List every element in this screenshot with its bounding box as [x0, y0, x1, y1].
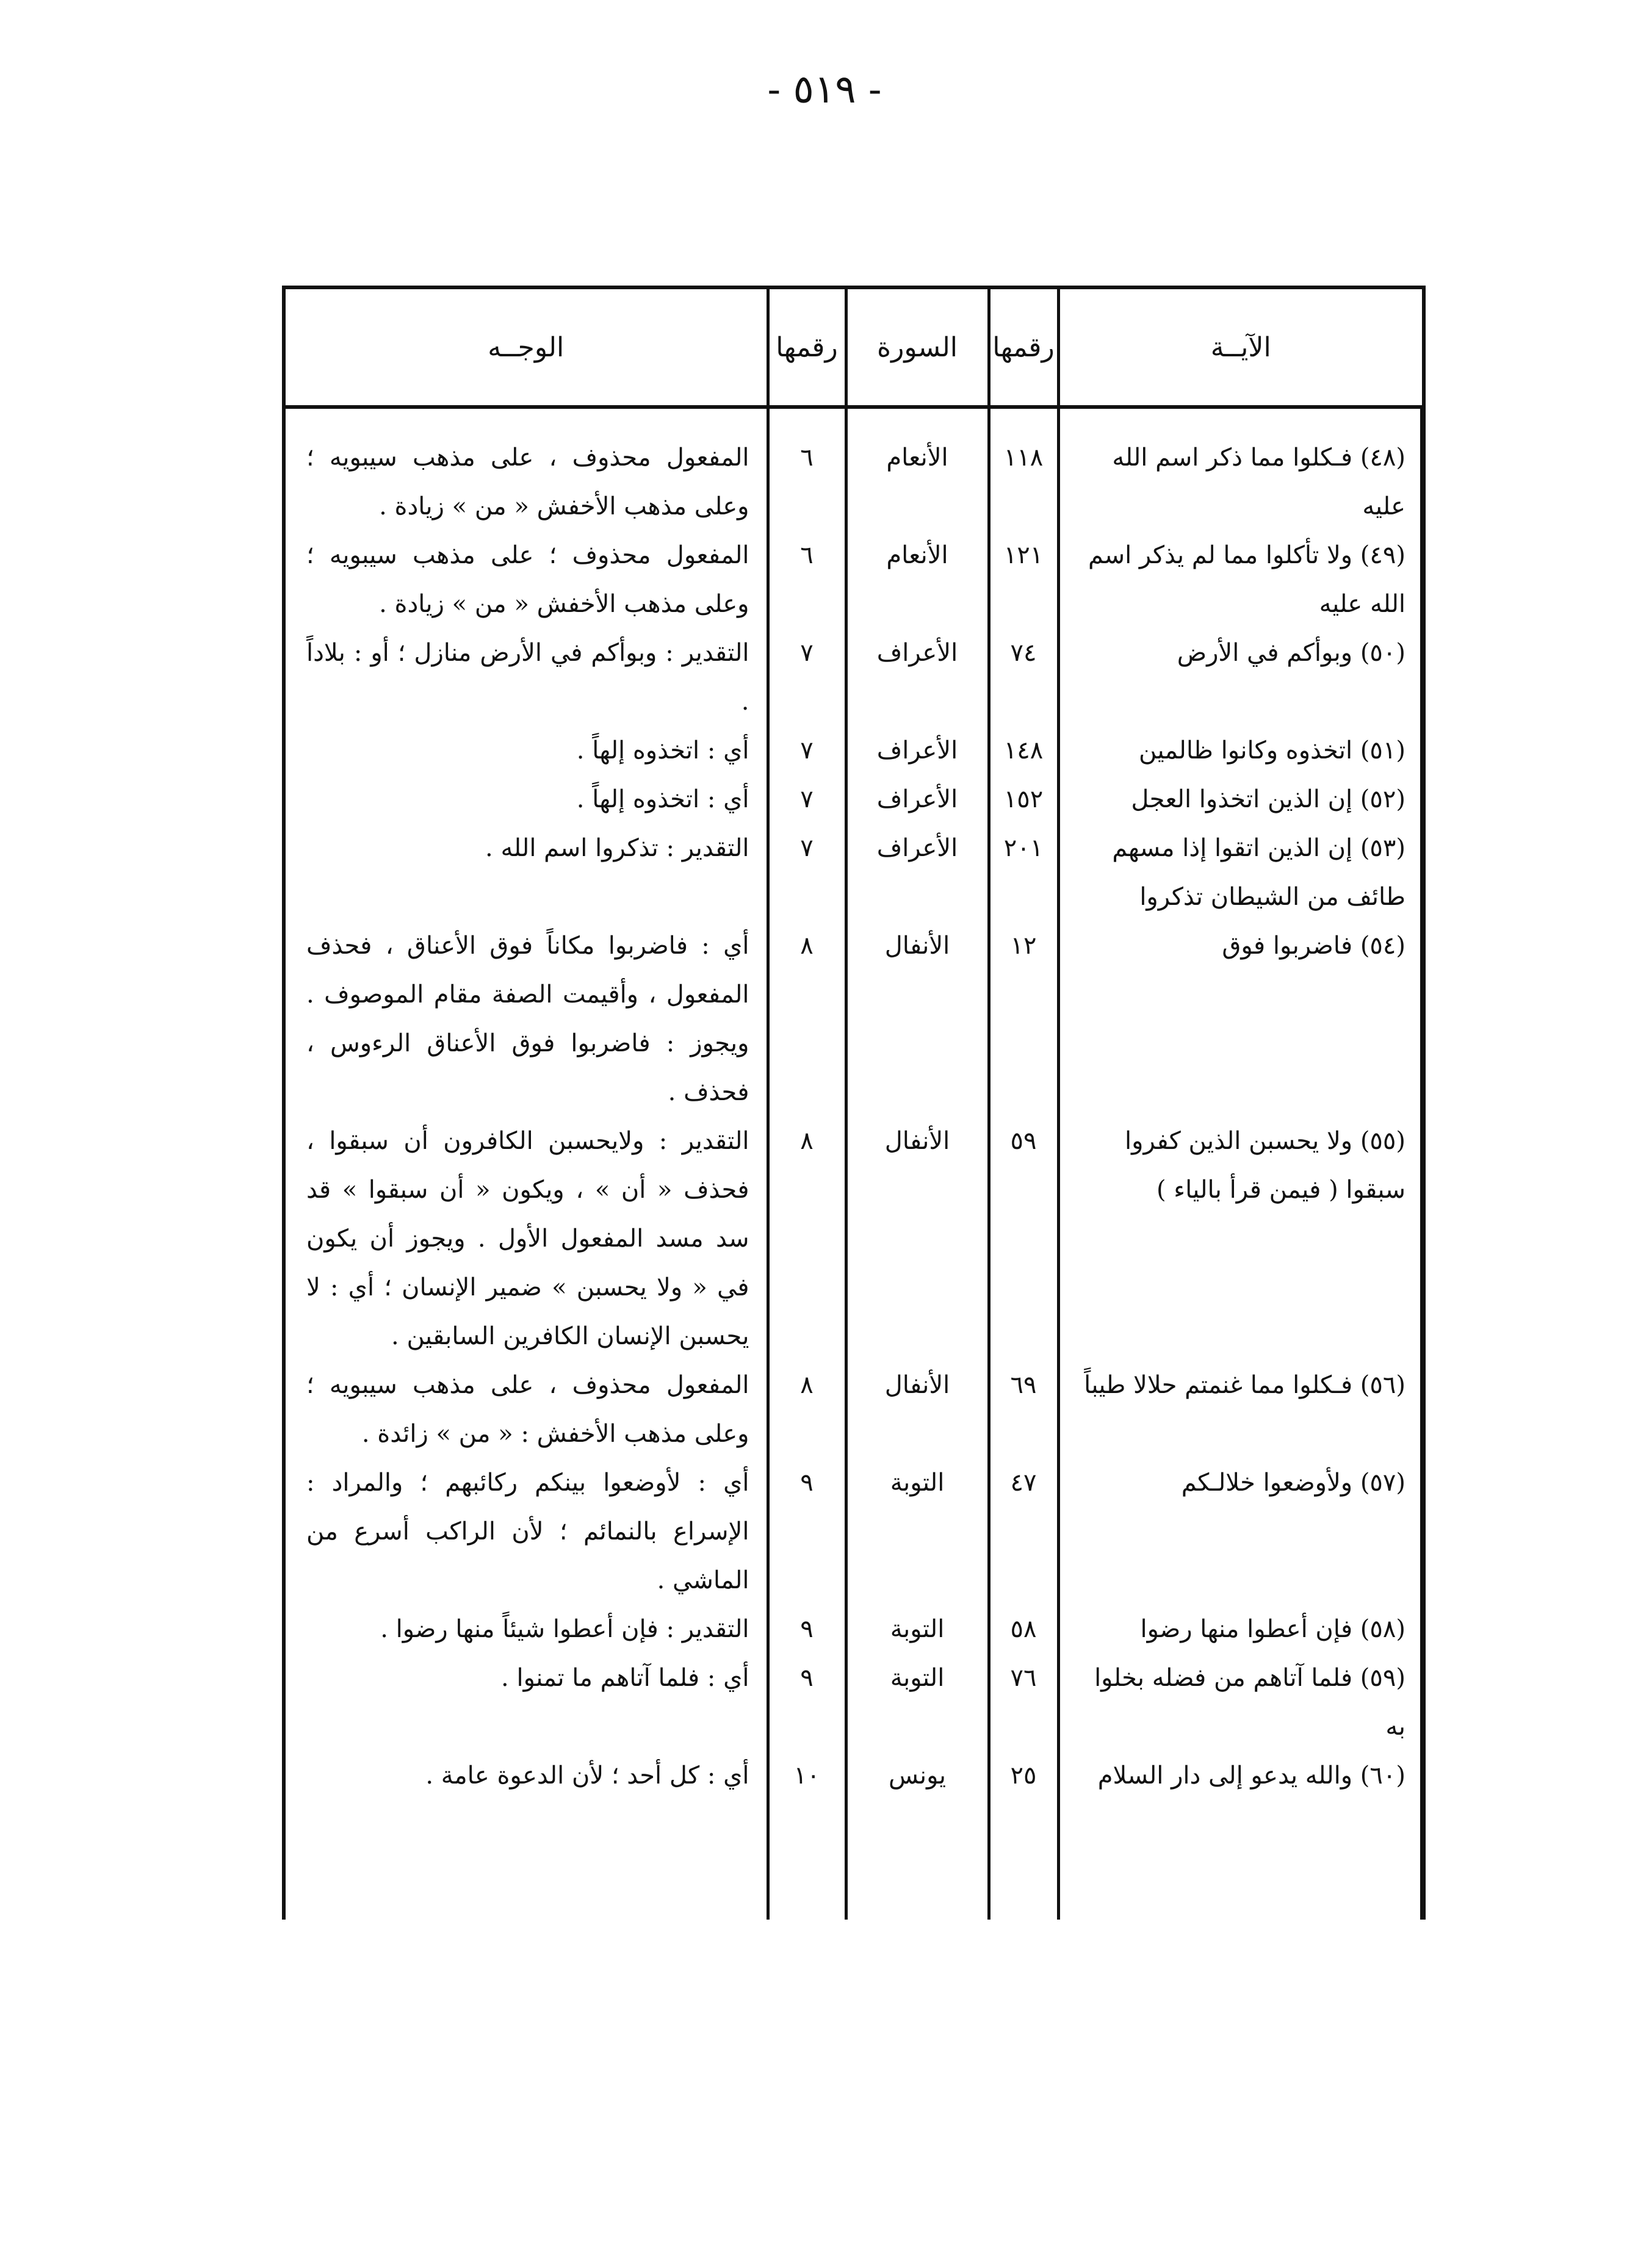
aya-cell [1058, 628, 1422, 726]
sura-number-cell-text: ٧ [800, 736, 814, 765]
sura-number-cell-text: ٨ [800, 1127, 814, 1155]
sura-cell [846, 824, 989, 921]
aya-cell [1058, 1458, 1422, 1605]
wajh-cell-text: المفعول محذوف ، على مذهب سيبويه ؛ وعلى مذهب الأخفش « من » زيادة . [306, 444, 749, 520]
sura-cell-text: التوبة [890, 1615, 945, 1643]
filler-cell [768, 1800, 846, 1920]
sura-cell-text: الأنفال [884, 1371, 950, 1399]
wajh-cell-text: التقدير : وبوأكم في الأرض منازل ؛ أو : بلاداً . [306, 639, 749, 716]
wajh-cell [286, 1361, 768, 1458]
aya-cell-text: (٦٠) والله يدعو إلى دار السلام [1097, 1762, 1405, 1790]
sura-cell-text: التوبة [890, 1664, 945, 1692]
sura-cell-text: الأنعام [886, 444, 948, 472]
aya-number-cell [989, 1117, 1058, 1361]
wajh-cell-text: أي : كل أحد ؛ لأن الدعوة عامة . [425, 1762, 749, 1790]
aya-cell-text: (٥٩) فلما آتاهم من فضله بخلوا به [1094, 1664, 1405, 1741]
aya-number-cell-text: ١١٨ [1003, 444, 1044, 472]
sura-number-cell [768, 726, 846, 775]
table-row [286, 1654, 1422, 1751]
table-row [286, 1605, 1422, 1654]
header-aya-number: رقمها [989, 289, 1058, 407]
table-body [286, 407, 1422, 1920]
aya-cell-text: (٥٠) وبوأكم في الأرض [1177, 639, 1405, 667]
sura-cell-text: التوبة [890, 1469, 945, 1497]
aya-cell [1058, 921, 1422, 1117]
sura-cell-text: الأنعام [886, 541, 948, 569]
page-number: - ٥١٩ - [767, 67, 882, 112]
sura-cell-text: الأنفال [884, 932, 950, 960]
table-row [286, 1117, 1422, 1361]
sura-cell [846, 1117, 989, 1361]
aya-number-cell [989, 1654, 1058, 1751]
aya-number-cell [989, 1458, 1058, 1605]
sura-cell [846, 1458, 989, 1605]
sura-cell [846, 1751, 989, 1800]
wajh-cell-text: أي : فاضربوا مكاناً فوق الأعناق ، فحذف المفعول ، وأقيمت الصفة مقام الموصوف . ويجوز : فاضربوا فوق الأعناق الرءوس ، فحذف . [306, 932, 749, 1106]
sura-cell [846, 775, 989, 824]
sura-number-cell [768, 628, 846, 726]
sura-number-cell [768, 1751, 846, 1800]
sura-number-cell-text: ٩ [800, 1615, 814, 1643]
sura-number-cell-text: ٧ [800, 639, 814, 667]
verse-table [282, 286, 1426, 1920]
wajh-cell [286, 726, 768, 775]
aya-cell [1058, 1654, 1422, 1751]
aya-number-cell-text: ٦٩ [1010, 1371, 1037, 1399]
aya-number-cell [989, 1605, 1058, 1654]
wajh-cell-text: التقدير : ولايحسبن الكافرون أن سبقوا ، فحذف « أن » ، ويكون « أن سبقوا » قد سد مسد المفعول الأول . ويجوز أن يكون في « ولا يحسبن » ضمير الإنسان ؛ أي : لا يحسبن الإنسان الكافرين السابقين . [306, 1127, 749, 1350]
aya-cell-text: (٥٧) ولأوضعوا خلالـكم [1181, 1469, 1405, 1497]
table-row [286, 531, 1422, 628]
aya-cell [1058, 1361, 1422, 1458]
aya-number-cell [989, 726, 1058, 775]
aya-cell [1058, 407, 1422, 531]
filler-cell [286, 1800, 768, 1920]
aya-cell-text: (٥٤) فاضربوا فوق [1222, 932, 1405, 960]
aya-number-cell [989, 824, 1058, 921]
sura-number-cell [768, 921, 846, 1117]
sura-cell-text: الأعراف [876, 736, 958, 765]
aya-number-cell-text: ١٢ [1010, 932, 1037, 960]
aya-number-cell-text: ١٤٨ [1003, 736, 1044, 765]
sura-number-cell-text: ٧ [800, 785, 814, 813]
sura-cell [846, 1605, 989, 1654]
wajh-cell [286, 921, 768, 1117]
aya-number-cell-text: ٥٨ [1010, 1615, 1037, 1643]
sura-number-cell [768, 1458, 846, 1605]
wajh-cell [286, 407, 768, 531]
sura-number-cell-text: ٩ [800, 1664, 814, 1692]
sura-cell [846, 726, 989, 775]
sura-number-cell-text: ٦ [800, 541, 814, 569]
sura-number-cell [768, 531, 846, 628]
aya-cell [1058, 1605, 1422, 1654]
sura-cell-text: الأعراف [876, 834, 958, 862]
aya-cell [1058, 531, 1422, 628]
sura-number-cell [768, 824, 846, 921]
sura-cell [846, 1654, 989, 1751]
sura-number-cell [768, 775, 846, 824]
header-sura-number: رقمها [768, 289, 846, 407]
wajh-cell-text: المفعول محذوف ؛ على مذهب سيبويه ؛ وعلى مذهب الأخفش « من » زيادة . [306, 541, 749, 618]
sura-cell [846, 531, 989, 628]
aya-number-cell-text: ٧٦ [1010, 1664, 1037, 1692]
aya-cell-text: (٥٣) إن الذين اتقوا إذا مسهم طائف من الشيطان تذكروا [1112, 834, 1405, 911]
aya-cell-text: (٤٩) ولا تأكلوا مما لم يذكر اسم الله عليه [1088, 541, 1405, 618]
sura-cell-text: الأعراف [876, 785, 958, 813]
table-row [286, 824, 1422, 921]
aya-number-cell [989, 628, 1058, 726]
wajh-cell-text: المفعول محذوف ، على مذهب سيبويه ؛ وعلى مذهب الأخفش : « من » زائدة . [306, 1371, 749, 1448]
aya-number-cell-text: ٢٠١ [1003, 834, 1044, 862]
table-header-row [286, 289, 1422, 407]
filler-cell [1058, 1800, 1422, 1920]
aya-cell [1058, 775, 1422, 824]
wajh-cell [286, 1654, 768, 1751]
aya-number-cell-text: ٧٤ [1010, 639, 1037, 667]
wajh-cell-text: أي : لأوضعوا بينكم ركائبهم ؛ والمراد : الإسراع بالنمائم ؛ لأن الراكب أسرع من الماشي . [306, 1469, 749, 1594]
table-row [286, 1458, 1422, 1605]
filler-cell [846, 1800, 989, 1920]
aya-cell-text: (٥٨) فإن أعطوا منها رضوا [1140, 1615, 1405, 1643]
sura-cell [846, 407, 989, 531]
sura-number-cell-text: ١٠ [793, 1762, 820, 1790]
wajh-cell [286, 1458, 768, 1605]
aya-number-cell [989, 1751, 1058, 1800]
sura-cell-text: يونس [889, 1762, 946, 1790]
aya-number-cell [989, 407, 1058, 531]
table-row [286, 921, 1422, 1117]
sura-number-cell [768, 1361, 846, 1458]
wajh-cell [286, 775, 768, 824]
sura-cell-text: الأنفال [884, 1127, 950, 1155]
aya-cell-text: (٤٨) فـكلوا مما ذكر اسم الله عليه [1112, 444, 1405, 520]
aya-cell [1058, 1117, 1422, 1361]
aya-number-cell [989, 921, 1058, 1117]
sura-number-cell-text: ٨ [800, 1371, 814, 1399]
sura-number-cell [768, 407, 846, 531]
sura-number-cell-text: ٧ [800, 834, 814, 862]
sura-number-cell [768, 1605, 846, 1654]
sura-number-cell-text: ٩ [800, 1469, 814, 1497]
header-wajh: الوجــه [286, 289, 768, 407]
wajh-cell [286, 628, 768, 726]
table-row [286, 1361, 1422, 1458]
aya-number-cell-text: ١٥٢ [1003, 785, 1044, 813]
sura-cell-text: الأعراف [876, 639, 958, 667]
aya-number-cell [989, 775, 1058, 824]
header-sura: السورة [846, 289, 989, 407]
aya-number-cell-text: ٥٩ [1010, 1127, 1037, 1155]
wajh-cell [286, 1751, 768, 1800]
aya-number-cell-text: ٤٧ [1010, 1469, 1037, 1497]
aya-number-cell-text: ٢٥ [1010, 1762, 1037, 1790]
filler-cell [989, 1800, 1058, 1920]
wajh-cell [286, 1117, 768, 1361]
aya-cell-text: (٥١) اتخذوه وكانوا ظالمين [1139, 736, 1405, 765]
sura-number-cell-text: ٦ [800, 444, 814, 472]
sura-number-cell-text: ٨ [800, 932, 814, 960]
sura-number-cell [768, 1117, 846, 1361]
table-row [286, 407, 1422, 531]
aya-number-cell [989, 531, 1058, 628]
wajh-cell [286, 824, 768, 921]
table-row [286, 726, 1422, 775]
aya-number-cell [989, 1361, 1058, 1458]
aya-cell [1058, 824, 1422, 921]
aya-cell [1058, 726, 1422, 775]
wajh-cell-text: التقدير : فإن أعطوا شيئاً منها رضوا . [380, 1615, 749, 1643]
aya-cell-text: (٥٥) ولا يحسبن الذين كفروا سبقوا ( فيمن قرأ بالياء ) [1125, 1127, 1405, 1204]
aya-number-cell-text: ١٢١ [1003, 541, 1044, 569]
header-aya: الآيــة [1058, 289, 1422, 407]
wajh-cell-text: أي : فلما آتاهم ما تمنوا . [501, 1664, 749, 1692]
aya-cell [1058, 1751, 1422, 1800]
aya-cell-text: (٥٢) إن الذين اتخذوا العجل [1131, 785, 1405, 813]
sura-cell [846, 921, 989, 1117]
wajh-cell-text: أي : اتخذوه إلهاً . [576, 736, 749, 765]
verse-table-grid [286, 289, 1424, 1920]
wajh-cell [286, 531, 768, 628]
sura-cell [846, 628, 989, 726]
sura-number-cell [768, 1654, 846, 1751]
table-row [286, 775, 1422, 824]
table-row [286, 1751, 1422, 1800]
table-filler-row [286, 1800, 1422, 1920]
wajh-cell [286, 1605, 768, 1654]
table-row [286, 628, 1422, 726]
wajh-cell-text: التقدير : تذكروا اسم الله . [485, 834, 749, 862]
aya-cell-text: (٥٦) فـكلوا مما غنمتم حلالا طيباً [1084, 1371, 1405, 1399]
wajh-cell-text: أي : اتخذوه إلهاً . [576, 785, 749, 813]
sura-cell [846, 1361, 989, 1458]
